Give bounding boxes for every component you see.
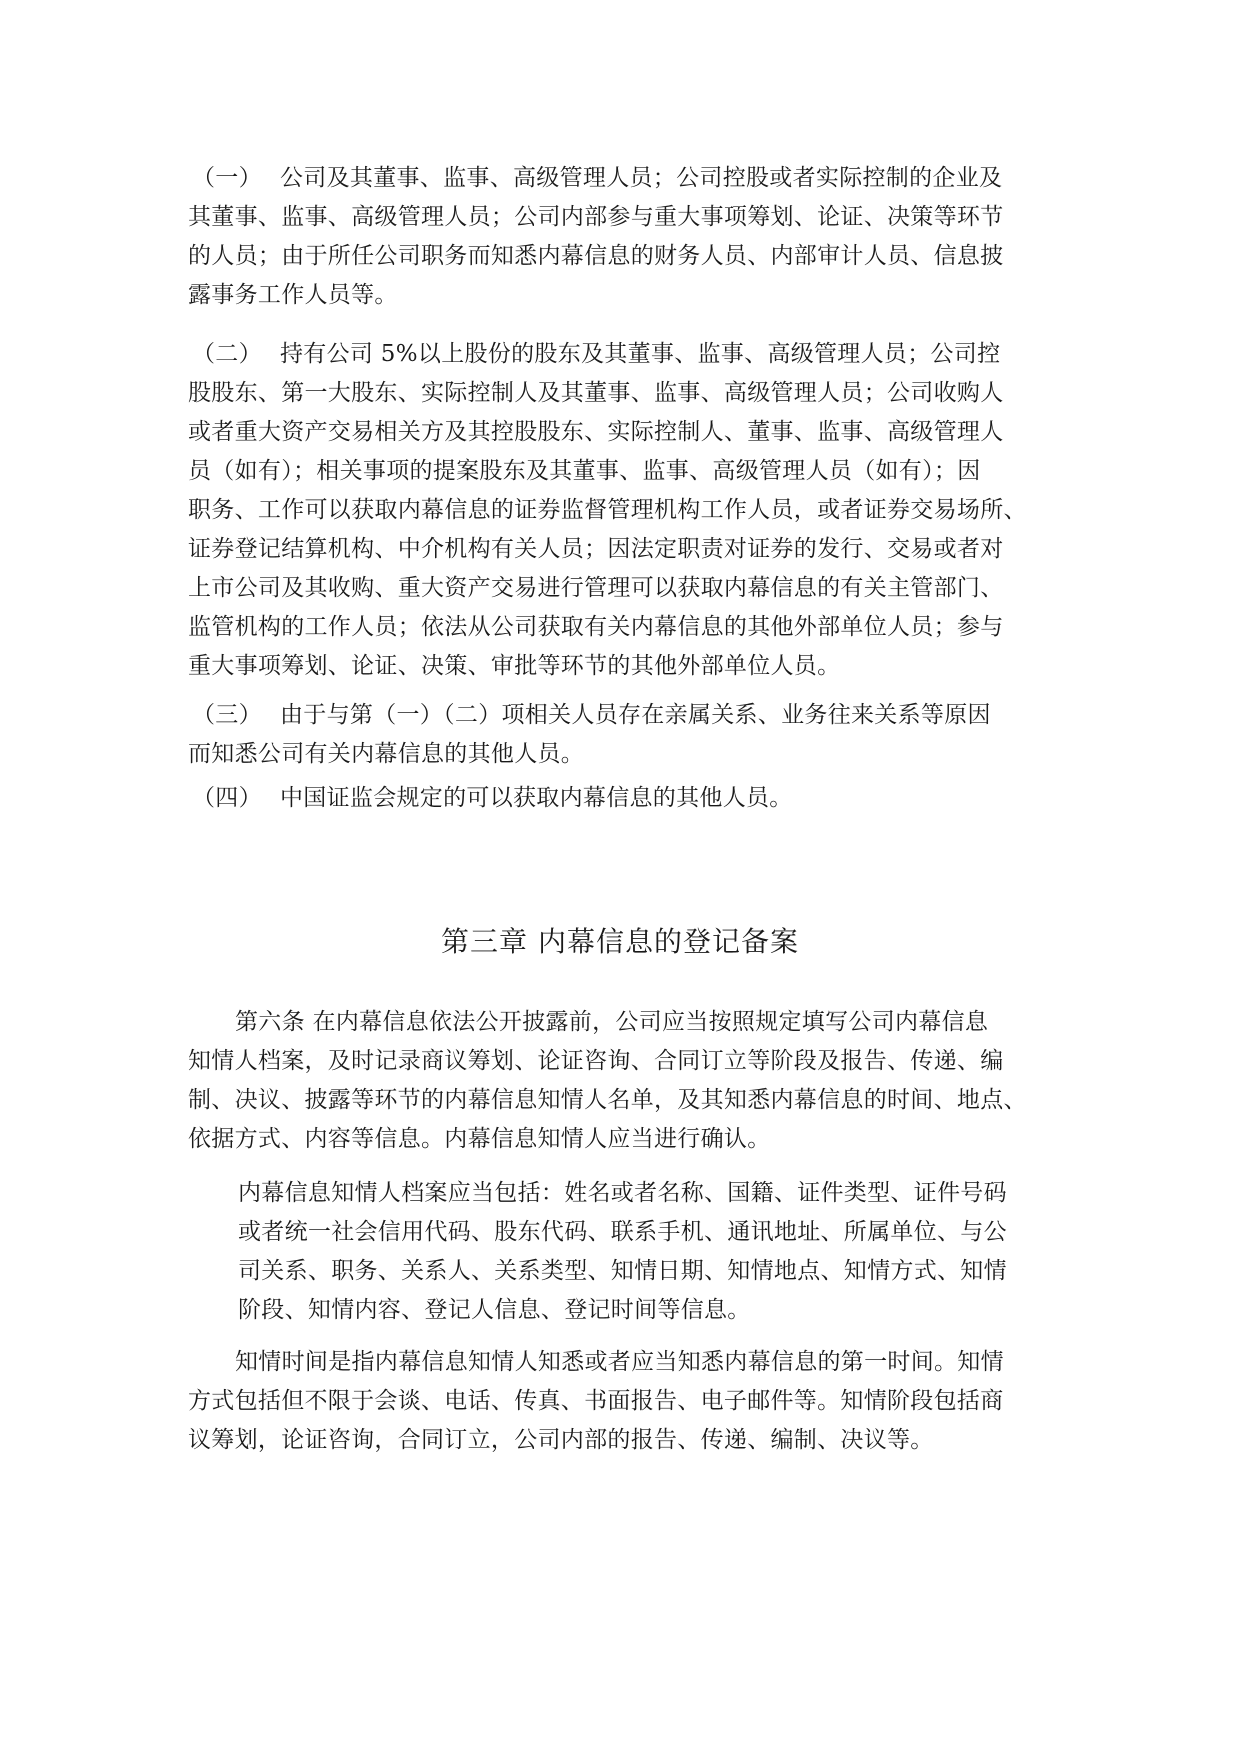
item-2-number: （二） [192,341,262,367]
para-3-line-3: 议筹划，论证咨询，合同订立，公司内部的报告、传递、编制、决议等。 [188,1427,934,1453]
para-1-line-3: 制、决议、披露等环节的内幕信息知情人名单，及其知悉内幕信息的时间、地点、 [188,1087,1027,1113]
para-1-line-2: 知情人档案，及时记录商议筹划、论证咨询、合同订立等阶段及报告、传递、编 [188,1048,1004,1074]
item-2-line-1 [192,336,1000,372]
item-3-number: （三） [192,702,262,728]
para-1-line-1: 第六条 在内幕信息依法公开披露前，公司应当按照规定填写公司内幕信息 [235,1009,989,1035]
item-1-text: 公司及其董事、监事、高级管理人员；公司控股或者实际控制的企业及 [280,165,1003,191]
item-2-text: 持有公司 5%以上股份的股东及其董事、监事、高级管理人员；公司控 [280,341,1001,367]
para-3-line-2: 方式包括但不限于会谈、电话、传真、书面报告、电子邮件等。知情阶段包括商 [188,1388,1004,1414]
item-4-line-1 [192,780,793,816]
para-3-line-1: 知情时间是指内幕信息知情人知悉或者应当知悉内幕信息的第一时间。知情 [235,1349,1004,1375]
item-2-line-2: 股股东、第一大股东、实际控制人及其董事、监事、高级管理人员；公司收购人 [188,380,1004,406]
para-2-line-1: 内幕信息知情人档案应当包括：姓名或者名称、国籍、证件类型、证件号码 [238,1180,1007,1206]
item-2-line-5: 职务、工作可以获取内幕信息的证券监督管理机构工作人员，或者证券交易场所、 [188,497,1027,523]
item-2-line-4: 员（如有）；相关事项的提案股东及其董事、监事、高级管理人员（如有）；因 [188,458,981,484]
item-2-line-6: 证券登记结算机构、中介机构有关人员；因法定职责对证券的发行、交易或者对 [188,536,1004,562]
para-2-line-3: 司关系、职务、关系人、关系类型、知情日期、知情地点、知情方式、知情 [238,1258,1007,1284]
item-4-text: 中国证监会规定的可以获取内幕信息的其他人员。 [280,785,793,811]
item-1-line-4: 露事务工作人员等。 [188,282,398,308]
item-3-line-2: 而知悉公司有关内幕信息的其他人员。 [188,741,585,767]
chapter-heading: 第三章 内幕信息的登记备案 [441,925,799,958]
item-2-line-3: 或者重大资产交易相关方及其控股股东、实际控制人、董事、监事、高级管理人 [188,419,1004,445]
item-1-line-2: 其董事、监事、高级管理人员；公司内部参与重大事项筹划、论证、决策等环节 [188,204,1004,230]
item-3-line-1 [192,697,991,733]
item-2-line-9: 重大事项筹划、论证、决策、审批等环节的其他外部单位人员。 [188,653,841,679]
item-1-line-3: 的人员；由于所任公司职务而知悉内幕信息的财务人员、内部审计人员、信息披 [188,243,1004,269]
item-4-number: （四） [192,785,262,811]
item-2-line-7: 上市公司及其收购、重大资产交易进行管理可以获取内幕信息的有关主管部门、 [188,575,1004,601]
para-2-line-2: 或者统一社会信用代码、股东代码、联系手机、通讯地址、所属单位、与公 [238,1219,1007,1245]
item-3-text: 由于与第（一）（二）项相关人员存在亲属关系、业务往来关系等原因 [280,702,991,728]
item-2-line-8: 监管机构的工作人员；依法从公司获取有关内幕信息的其他外部单位人员；参与 [188,614,1004,640]
item-1-number: （一） [192,165,262,191]
para-2-line-4: 阶段、知情内容、登记人信息、登记时间等信息。 [238,1297,751,1323]
para-1-line-4: 依据方式、内容等信息。内幕信息知情人应当进行确认。 [188,1126,771,1152]
item-1-line-1 [192,160,1002,196]
